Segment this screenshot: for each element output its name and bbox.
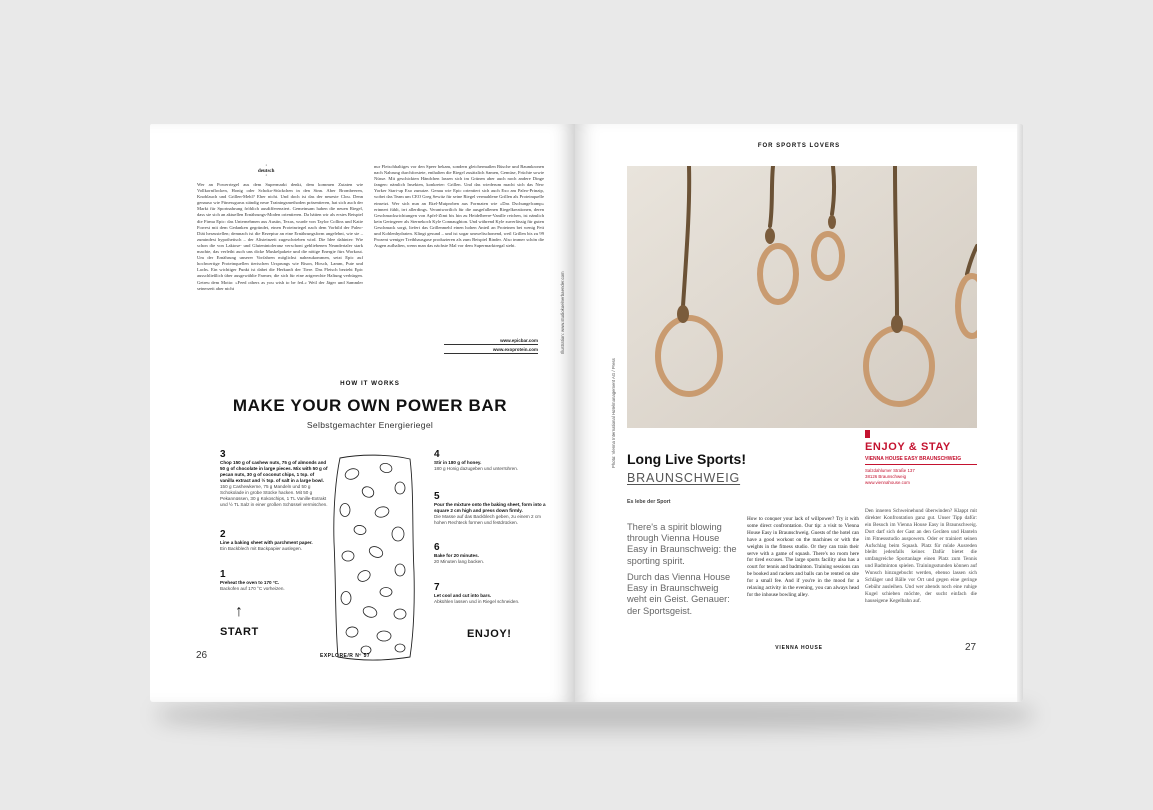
gymnastic-rings-image	[627, 166, 977, 428]
website-link[interactable]: www.epicbar.com	[444, 338, 538, 345]
box-address	[865, 468, 977, 485]
red-bar-icon	[865, 430, 870, 438]
photo-credit: Photo: Vienna International Hotelmanagement AG / Press	[611, 358, 616, 468]
magazine-footer: EXPLORE/R Nº 57	[320, 653, 371, 659]
illustration-credit: Illustration: www.studiokoelnerbaender.com	[560, 271, 565, 354]
section-kicker: FOR SPORTS LOVERS	[757, 143, 841, 149]
body-de: Den inneren Schweinehund überwinden? Klappt mit direkter Konfrontation ganz gut. Unser Tipp dafür: ein Besuch im Vienna House Easy in Braunschweig. Dort darf sich der Gast an den Geräten und Hanteln im Fitnessstudio auspowern. Oder er trainiert seinen Aufschlag beim Squash. Platz für müde Ausreden bleibt jedenfalls keiner. Dafür bietet die umfangreiche Sportanlage einen Platz zum Tennis und Badminton spielen. Trainingsstunden können auf Wunsch hinzugebucht werden, ebenso lassen sich Schläger und Bälle vor Ort und gegen eine geringe Gebühr ausleihen. Und wer abends noch eine ruhige Kugel schieben möchte, der sucht einfach die hauseigene Kegelbahn auf.	[865, 508, 977, 604]
article-city: BRAUNSCHWEIG	[627, 471, 741, 485]
right-page	[575, 124, 1023, 702]
step-4: 4 Stir in 180 g of honey. 180 g Honig dazugeben und unterrühren.	[434, 449, 519, 471]
gymnastic-rings-photo	[627, 166, 977, 428]
start-label: START	[220, 626, 259, 638]
power-bar-illustration	[330, 452, 418, 662]
left-page	[150, 124, 575, 702]
page-number-left: 26	[196, 650, 208, 661]
step-6: 6 Bake for 20 minutes. 20 Minuten lang backen.	[434, 542, 485, 564]
box-title: ENJOY & STAY	[865, 441, 951, 453]
lead-en: There's a spirit blowing through Vienna House Easy in Braunschweig: the sporting spirit.	[627, 522, 737, 566]
step-1: 1 Preheat the oven to 170 °C. Backofen auf 170 °C vorheizen.	[220, 569, 285, 591]
step-7: 7 Let cool and cut into bars. Abkühlen lassen und in Riegel schneiden.	[434, 582, 520, 604]
recipe-title: MAKE YOUR OWN POWER BAR	[232, 396, 508, 415]
article-subtitle-de: Es lebe der Sport	[627, 499, 671, 505]
enjoy-stay-box	[865, 430, 977, 485]
lang-marker: · deutsch ·	[258, 164, 275, 179]
enjoy-label: ENJOY!	[467, 628, 512, 640]
step-5: 5 Pour the mixture onto the baking sheet, form into a square 2 cm high and press down firmly. Die Masse auf das Backblech geben, zu einem 2 cm hohen Rechteck formen und festdrücken.	[434, 491, 546, 525]
address-street: Salzdahlumer Straße 137	[865, 468, 915, 473]
address-website[interactable]: www.viennahouse.com	[865, 479, 910, 485]
body-en: How to conquer your lack of willpower? Try it with some direct confrontation. Our tip: a visit to Vienna House Easy in Braunschweig. Guests of the hotel can have a good workout on the machines or with the weights in the fitness studio. Or they can train their serve with a game of squash. There's no room here for tired excuses. The large sports facility also has a court for tennis and badminton. Training sessions can be booked and rackets and balls can be rented on site for a small fee. And if you're in the mood for a relaxing activity in the evening, you can always head for the inhouse bowling alley.	[747, 516, 859, 598]
magazine-footer-right: VIENNA HOUSE	[775, 645, 823, 651]
website-links	[444, 336, 538, 354]
recipe-subtitle: Selbstgemachter Energieriegel	[306, 420, 434, 430]
page-number-right: 27	[965, 642, 977, 653]
article-title: Long Live Sports!	[627, 451, 746, 467]
box-subtitle: VIENNA HOUSE EASY BRAUNSCHWEIG	[865, 456, 977, 465]
arrow-up-icon: ↑	[235, 603, 243, 620]
step-2: 2 Line a baking sheet with parchment paper. Ein Backblech mit Backpapier auslegen.	[220, 529, 313, 551]
address-city: 38126 Braunschweig	[865, 473, 907, 479]
website-link[interactable]: www.exoprotein.com	[444, 347, 538, 354]
step-3: 3 Chop 150 g of cashew nuts, 75 g of almonds and 50 g of chocolate in large pieces. Mix with 50 g of pecan nuts, 30 g of coconut chips, 1 tsp. of vanilla extract and ½ tsp. of salt in a large bowl. 150 g Cashewkerne, 75 g Mandeln und 50 g Schokolade in grobe Stücke hacken. Mit 50 g Pekannüssen, 30 g Kokoschips, 1 TL Vanille-Extrakt und ½ TL Salz in einer großen Schüssel vermischen.	[220, 449, 328, 507]
german-article-column-2: nur Fleischhaltiges vor den Speer bekam, sondern gleichermaßen Büsche und Baumkronen nach Nahrung durchforstete, enthalten die Riegel zusätzlich Samen, Gemüse, Früchte sowie Nüsse. Mit geschickten Händchen lassen sich im Grünen aber auch noch andere Dinge fangen: nämlich Insekten, konkreter: Grillen. Und das wiederum macht sich das New Yorker Start-up Exo zunutze. Genau wie Epic orientiert sich auch Exo am Paleo-Prinzip, wobei das Team um CEO Greg Sewitz für seine Riegel vermahlene Grillen als Proteinquelle einsetzt. Wer sich nun an Ekel-Mutproben aus Formaten wie »Das Dschungelcamp« erinnert fühlt, irrt allerdings. Verantwortlich für die ausgefallenen Riegelkreationen, deren Geschmacksrichtungen von Apfel-Zimt bis hin zu Heidelbeere-Vanille reichen, ist nämlich kein Geringerer als Sternekoch Kyle Connaughton. Und während Kyle zuverlässig für guten Geschmack sorgt, liefert das Grillenmehl einen hohen Anteil an Proteinen bei wenig Fett und Kohlenhydraten. Klingt gesund – und ist sogar umweltschonend, weil Grillen bis zu 99 Prozent weniger Treibhausgase produzieren als zum Beispiel Rinder. Also immer schön die Augen aufhalten, wenn man das nächste Mal vor dem Supermarktregal steht.	[374, 164, 544, 249]
german-article-column-1: Wer an Powerriegel aus dem Supermarkt denkt, dem kommen Zutaten wie Vollkornflocken, Honig oder Schoko-Stückchen in den Sinn. Aber Brombeeren, Knoblauch und Grillen-Mehl? Eher nicht. Und doch ist das der neueste Clou. Denn genauso wie Fitnessgurus ständig neue Trainingsmethoden präsentieren, hat sich auch der Markt für Sportnahrung fröhlich ausdifferenziert. Gemeinsam haben die neuen Riegel, dass sie sich an aktuellen Ernährungs-Moden orientieren. Da hätten wir als erstes Beispiel die Firma Epic: das Unternehmen aus Austin, Texas, wurde von Taylor Collins und Katie Forrest mit dem Gedanken gegründet, einen Proteinriegel nach dem Vorbild der Paleo-Diät herzustellen; demnach ist die Rezeptur an eine Ernährungsform angelehnt, wie sie – zumindest hypothetisch – der Altsteinzeit zugeschrieben wird. Die Idee dahinter: Wie schon die von Laktose- und Glutenintoleranz verschont gebliebenen Neandertaler stark machte, das verleiht auch uns dicke Muskelpakete und die nötige Energie fürs Workout. Um der Ernährung unserer Vorfahren möglichst nahezukommen, setzt Epic auf hochwertige Proteinquellen tierischen Ursprungs wie Bison, Hirsch, Lamm, Pute und Lachs. Ein wichtiger Punkt ist dabei die Herkunft der Tiere. Das Fleisch bezieht Epic ausschließlich über ausgewählte Farmer, die sich für eine artgerechte Haltung verbürgen. Getreu dem Motto: »Feed others as you wish to be fed.« Weil der Jäger und Sammler seinerzeit aber nicht	[197, 182, 363, 291]
how-it-works-kicker: HOW IT WORKS	[340, 380, 400, 387]
magazine-shadow	[158, 700, 1033, 730]
lead-de: Durch das Vienna House Easy in Braunschweig weht ein Geist. Genauer: der Sportsgeist.	[627, 572, 731, 616]
